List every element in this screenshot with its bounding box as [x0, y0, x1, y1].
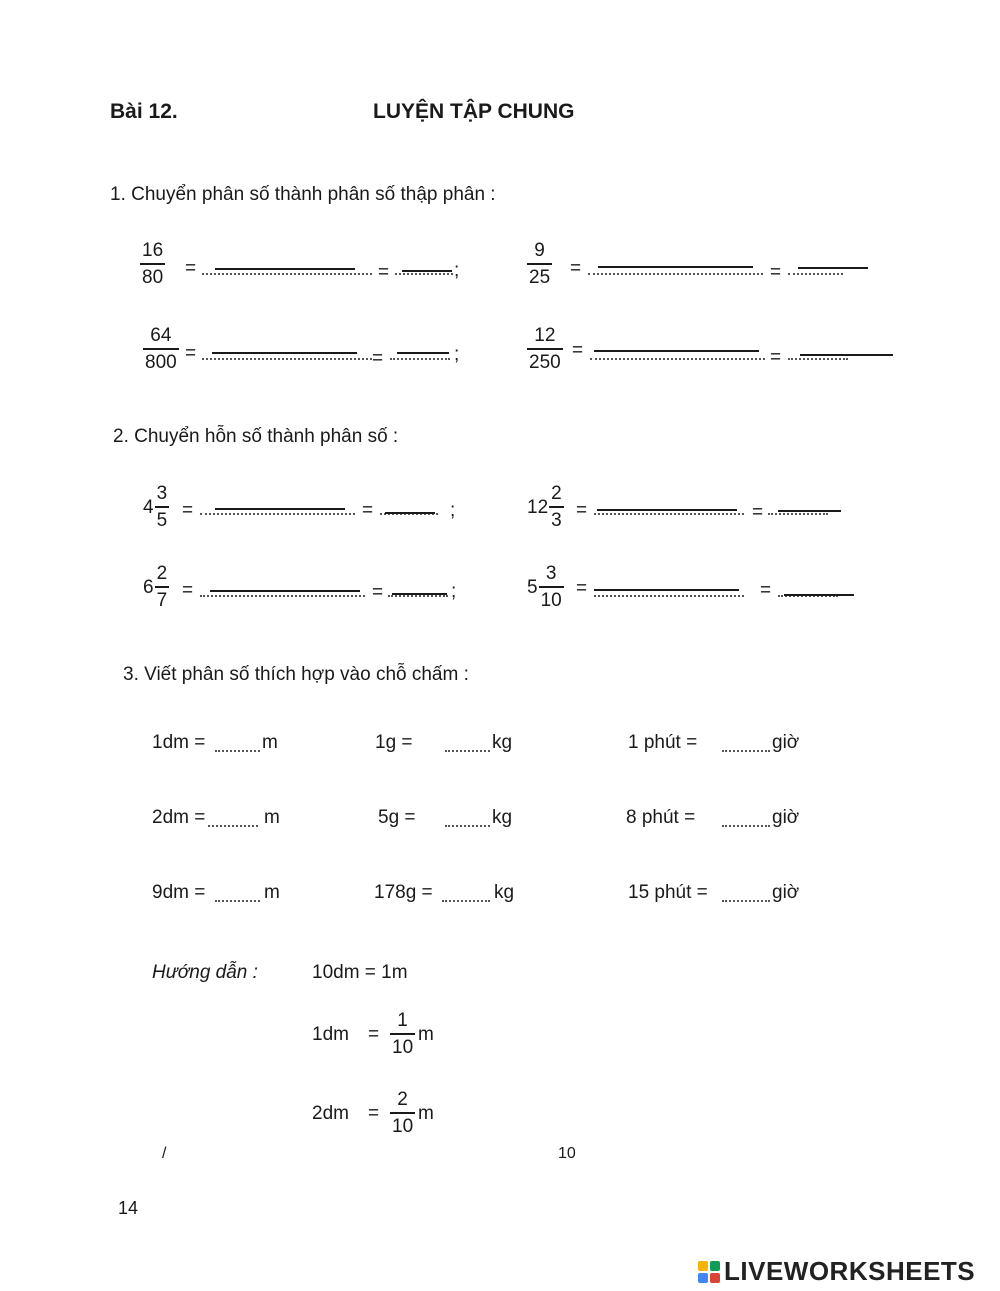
answer-line-4a [594, 350, 759, 352]
equals-sign: = [576, 500, 588, 521]
separator: ; [451, 581, 457, 602]
ex1-fraction-2 [527, 240, 552, 289]
unit-label: 2dm = [152, 807, 206, 828]
ex1-heading: 1. Chuyển phân số thành phân số thập phân : [110, 184, 496, 205]
ex2-mixed-1 [143, 483, 169, 532]
answer-line-6b [778, 510, 841, 512]
separator: ; [450, 500, 456, 521]
answer-blank-4a[interactable] [590, 358, 765, 360]
answer-line-3b [397, 352, 449, 354]
answer-blank-7b[interactable] [388, 595, 448, 597]
ex1-fraction-1 [140, 240, 165, 289]
denominator: 80 [142, 267, 164, 288]
separator: ; [454, 260, 460, 281]
unit-suffix: giờ [772, 732, 800, 753]
answer-blank-4b[interactable] [788, 358, 848, 360]
brand-name: LIVEWORKSHEETS [724, 1256, 976, 1286]
fraction-bar [390, 1112, 415, 1114]
whole-part: 4 [143, 496, 154, 518]
denominator: 10 [392, 1116, 414, 1137]
answer-line-2b [798, 267, 868, 269]
unit-label: 8 phút = [626, 807, 696, 828]
answer-line-8b [784, 594, 854, 596]
denominator: 10 [540, 590, 562, 611]
equals-sign: = [572, 340, 584, 361]
answer-blank-6a[interactable] [594, 513, 744, 515]
whole-part: 12 [527, 496, 549, 518]
answer-line-3a [212, 352, 357, 354]
denominator: 250 [529, 352, 561, 373]
guide-line-3-left: 2dm [312, 1103, 349, 1124]
answer-line-5b [385, 512, 435, 514]
denominator: 5 [156, 510, 168, 531]
denominator: 800 [145, 352, 177, 373]
answer-blank-6b[interactable] [768, 513, 828, 515]
answer-blank-5a[interactable] [200, 513, 355, 515]
numerator: 2 [156, 563, 168, 584]
unit-suffix: giờ [772, 807, 800, 828]
guide-line-2-left: 1dm [312, 1024, 349, 1045]
unit-blank[interactable] [722, 900, 770, 902]
equals-sign: = [770, 262, 782, 283]
unit-suffix: m [262, 732, 278, 753]
numerator: 12 [534, 325, 556, 346]
answer-blank-8a[interactable] [594, 595, 744, 597]
denominator: 25 [529, 267, 551, 288]
ex3-heading: 3. Viết phân số thích hợp vào chỗ chấm : [123, 664, 469, 685]
fraction-bar [390, 1033, 415, 1035]
unit-blank[interactable] [722, 750, 770, 752]
denominator: 10 [392, 1037, 414, 1058]
lesson-label: Bài 12. [110, 100, 178, 123]
equals-sign: = [182, 580, 194, 601]
equals-sign: = [182, 500, 194, 521]
guide-fraction-1 [390, 1010, 415, 1059]
fraction-bar [155, 586, 170, 588]
unit-suffix: m [418, 1024, 434, 1045]
unit-blank[interactable] [215, 900, 260, 902]
unit-suffix: m [264, 807, 280, 828]
equals-sign: = [760, 580, 772, 601]
guide-label: Hướng dẫn : [152, 962, 258, 983]
answer-line-7a [210, 590, 360, 592]
answer-line-2a [598, 266, 753, 268]
answer-line-5a [215, 508, 345, 510]
logo-icon [698, 1261, 720, 1283]
unit-blank[interactable] [722, 825, 770, 827]
equals-sign: = [770, 347, 782, 368]
unit-label: 9dm = [152, 882, 206, 903]
equals-sign: = [372, 348, 384, 369]
answer-line-4b [800, 354, 893, 356]
page-title: LUYỆN TẬP CHUNG [373, 100, 575, 123]
unit-suffix: kg [492, 807, 513, 828]
ex1-fraction-3 [143, 325, 179, 374]
fraction-bar [549, 506, 564, 508]
unit-suffix: kg [492, 732, 513, 753]
answer-blank-3a[interactable] [202, 358, 372, 360]
ex2-mixed-4 [527, 563, 564, 612]
denominator: 3 [551, 510, 562, 531]
answer-blank-7a[interactable] [200, 595, 365, 597]
page-number: 14 [118, 1198, 139, 1218]
fraction-bar [155, 506, 170, 508]
unit-blank[interactable] [215, 750, 260, 752]
equals-sign: = [752, 502, 764, 523]
equals-sign: = [378, 262, 390, 283]
ex1-fraction-4 [527, 325, 563, 374]
numerator: 2 [551, 483, 562, 504]
equals-sign: = [368, 1103, 380, 1124]
equals-sign: = [372, 582, 384, 603]
answer-blank-3b[interactable] [390, 358, 450, 360]
numerator: 1 [397, 1010, 408, 1031]
unit-suffix: m [264, 882, 280, 903]
equals-sign: = [576, 578, 588, 599]
numerator: 3 [545, 563, 557, 584]
ex2-mixed-3 [143, 563, 169, 612]
fraction-bar [527, 348, 563, 350]
whole-part: 5 [527, 576, 538, 598]
answer-line-8a [594, 589, 739, 591]
unit-label: 15 phút = [628, 882, 708, 903]
numerator: 3 [156, 483, 168, 504]
fraction-bar [539, 586, 564, 588]
guide-fraction-2 [390, 1089, 415, 1138]
answer-line-1a [215, 268, 355, 270]
unit-blank[interactable] [445, 750, 490, 752]
stray-mark: 10 [558, 1145, 576, 1162]
ex2-heading: 2. Chuyển hỗn số thành phân số : [113, 426, 399, 447]
unit-label: 1g = [375, 732, 413, 753]
liveworksheets-logo[interactable] [698, 1256, 975, 1287]
separator: ; [454, 344, 460, 365]
fraction-bar [143, 348, 179, 350]
unit-label: 5g = [378, 807, 416, 828]
unit-suffix: m [418, 1103, 434, 1124]
numerator: 9 [534, 240, 545, 261]
fraction-bar [527, 263, 552, 265]
answer-blank-1b[interactable] [395, 273, 453, 275]
denominator: 7 [156, 590, 168, 611]
unit-suffix: giờ [772, 882, 800, 903]
answer-line-6a [597, 509, 737, 511]
equals-sign: = [185, 343, 197, 364]
answer-blank-2b[interactable] [788, 273, 843, 275]
unit-blank[interactable] [445, 825, 490, 827]
unit-blank[interactable] [208, 825, 258, 827]
equals-sign: = [185, 258, 197, 279]
equals-sign: = [362, 500, 374, 521]
equals-sign: = [570, 258, 582, 279]
answer-line-7b [392, 593, 447, 595]
numerator: 16 [142, 240, 164, 261]
unit-blank[interactable] [442, 900, 490, 902]
equals-sign: = [368, 1024, 380, 1045]
answer-blank-1a[interactable] [202, 273, 372, 275]
guide-line-1: 10dm = 1m [312, 962, 408, 983]
numerator: 2 [397, 1089, 408, 1110]
numerator: 64 [150, 325, 172, 346]
fraction-bar [140, 263, 165, 265]
unit-suffix: kg [494, 882, 515, 903]
unit-label: 178g = [374, 882, 433, 903]
unit-label: 1dm = [152, 732, 206, 753]
ex2-mixed-2 [527, 483, 564, 532]
answer-line-1b [402, 270, 452, 272]
answer-blank-2a[interactable] [588, 273, 763, 275]
whole-part: 6 [143, 576, 154, 598]
unit-label: 1 phút = [628, 732, 698, 753]
stray-mark: / [162, 1145, 167, 1162]
